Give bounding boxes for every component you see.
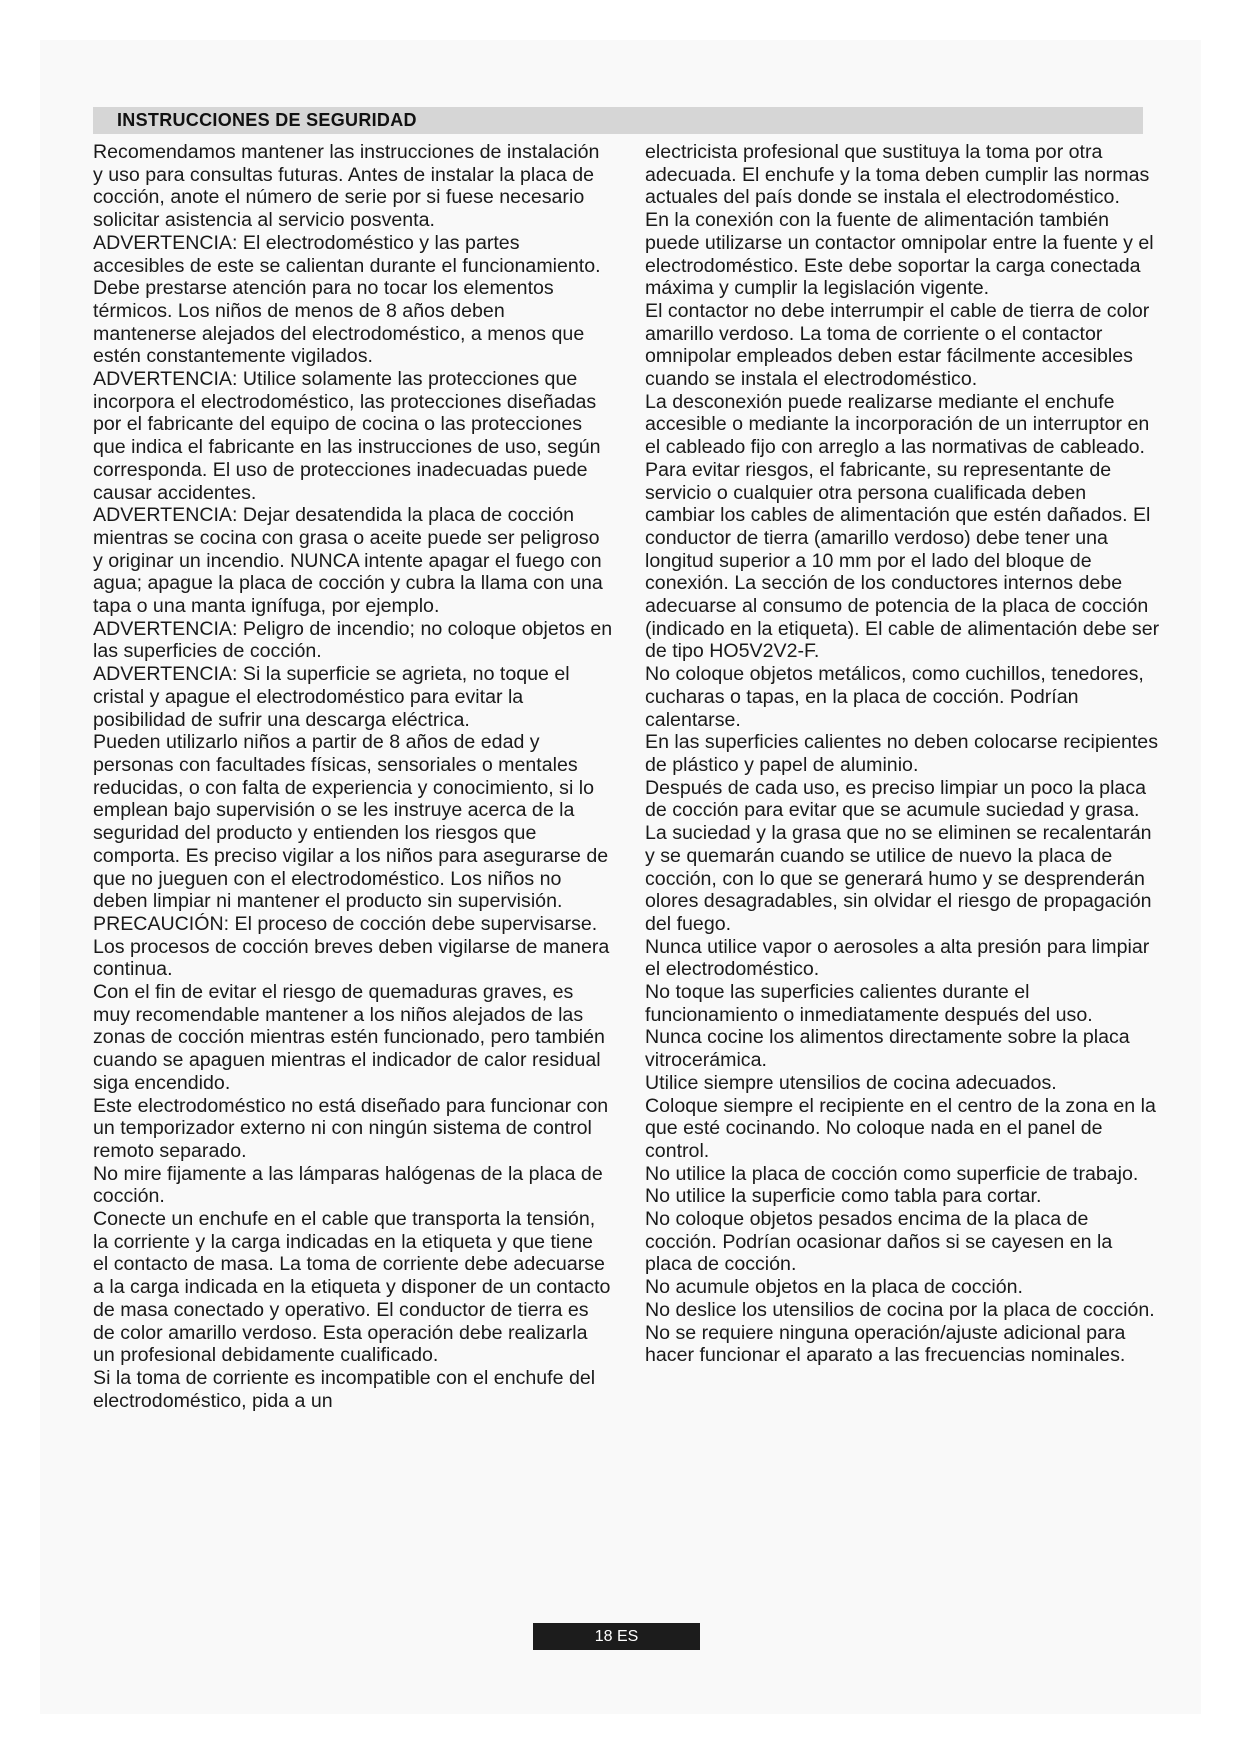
paragraph: No deslice los utensilios de cocina por la placa de cocción. (645, 1298, 1155, 1321)
paragraph: El contactor no debe interrumpir el cable de tierra de color amarillo verdoso. La toma de corriente o el contactor omnipolar empleados deben estar fácilmente accesibles cuando se instala el electrodoméstico. (645, 299, 1150, 391)
paragraph: Utilice siempre utensilios de cocina adecuados. (645, 1071, 1057, 1094)
right-column (645, 141, 1160, 1367)
paragraph: La desconexión puede realizarse mediante el enchufe accesible o mediante la incorporación de un interruptor en el cableado fijo con arreglo a las normativas de cableado. (645, 390, 1150, 459)
left-column (93, 141, 613, 1412)
paragraph: Con el fin de evitar el riesgo de quemaduras graves, es muy recomendable mantener a los niños alejados de las zonas de cocción mientras estén funcionado, pero también cuando se apaguen mientras el indicador de calor residual siga encendido. (93, 981, 605, 1094)
paragraph: En la conexión con la fuente de alimentación también puede utilizarse un contactor omnipolar entre la fuente y el electrodoméstico. Este debe soportar la carga conectada máxima y cumplir la legislación vigente. (645, 209, 1154, 300)
paragraph: Nunca cocine los alimentos directamente sobre la placa vitrocerámica. (645, 1026, 1130, 1072)
paragraph: ADVERTENCIA: El electrodoméstico y las partes accesibles de este se calientan durante el funcionamiento. Debe prestarse atención para no tocar los elementos térmicos. Los niños de menos de 8 años deben mantenerse alejados del electrodoméstico, a menos que estén constantemente vigilados. (93, 231, 601, 368)
paragraph: Recomendamos mantener las instrucciones de instalación y uso para consultas futuras. Antes de instalar la placa de cocción, anote el número de serie por si fuese necesario solicitar asistencia al servicio posventa. (93, 141, 600, 232)
paragraph: No se requiere ninguna operación/ajuste adicional para hacer funcionar el aparato a las frecuencias nominales. (645, 1321, 1126, 1367)
paragraph: No mire fijamente a las lámparas halógenas de la placa de cocción. (93, 1162, 603, 1208)
paragraph: No coloque objetos pesados encima de la placa de cocción. Podrían ocasionar daños si se cayesen en la placa de cocción. (645, 1208, 1113, 1276)
page-number: 18 ES (533, 1623, 700, 1650)
paragraph: Nunca utilice vapor o aerosoles a alta presión para limpiar el electrodoméstico. (645, 935, 1150, 981)
paragraph: En las superficies calientes no deben colocarse recipientes de plástico y papel de aluminio. (645, 731, 1158, 776)
paragraph: ADVERTENCIA: Si la superficie se agrieta, no toque el cristal y apague el electrodoméstico para evitar la posibilidad de sufrir una descarga eléctrica. (93, 663, 570, 731)
paragraph: Coloque siempre el recipiente en el centro de la zona en la que esté cocinando. No coloque nada en el panel de control. (645, 1094, 1156, 1162)
section-header (93, 107, 1143, 134)
paragraph: electricista profesional que sustituya la toma por otra adecuada. El enchufe y la toma deben cumplir las normas actuales del país donde se instala el electrodoméstico. (645, 141, 1150, 209)
paragraph: Este electrodoméstico no está diseñado para funcionar con un temporizador externo ni con ningún sistema de control remoto separado. (93, 1094, 609, 1162)
paragraph: No toque las superficies calientes durante el funcionamiento o inmediatamente después del uso. (645, 981, 1093, 1026)
paragraph: PRECAUCIÓN: El proceso de cocción debe supervisarse. Los procesos de cocción breves deben vigilarse de manera continua. (93, 912, 610, 981)
paragraph: Conecte un enchufe en el cable que transporta la tensión, la corriente y la carga indicadas en la etiqueta y que tiene el contacto de masa. La toma de corriente debe adecuarse a la carga indicada en la etiqueta y disponer de un contacto de masa conectado y operativo. El conductor de tierra es de color amarillo verdoso. Esta operación debe realizarla un profesional debidamente cualificado. (93, 1208, 611, 1367)
paragraph: Si la toma de corriente es incompatible con el enchufe del electrodoméstico, pida a un (93, 1366, 596, 1412)
paragraph: ADVERTENCIA: Dejar desatendida la placa de cocción mientras se cocina con grasa o aceite puede ser peligroso y originar un incendio. NUNCA intente apagar el fuego con agua; apague la placa de cocción y cubra la llama con una tapa o una manta ignífuga, por ejemplo. (93, 504, 603, 618)
paragraph: ADVERTENCIA: Peligro de incendio; no coloque objetos en las superficies de cocción. (93, 617, 613, 663)
paragraph: Pueden utilizarlo niños a partir de 8 años de edad y personas con facultades físicas, sensoriales o mentales reducidas, o con falta de experiencia y conocimiento, si lo emplean bajo supervisión o se les instruye acerca de la seguridad del producto y entienden los riesgos que comporta. Es preciso vigilar a los niños para asegurarse de que no jueguen con el electrodoméstico. Los niños no deben limpiar ni mantener el producto sin supervisión. (93, 731, 609, 913)
paragraph: No utilice la superficie como tabla para cortar. (645, 1185, 1042, 1208)
paragraph: Para evitar riesgos, el fabricante, su representante de servicio o cualquier otra persona cualificada deben cambiar los cables de alimentación que estén dañados. El conductor de tierra (amarillo verdoso) debe tener una longitud superior a 10 mm por el lado del bloque de conexión. La sección de los conductores internos debe adecuarse al consumo de potencia de la placa de cocción (indicado en la etiqueta). El cable de alimentación debe ser de tipo HO5V2V2-F. (645, 458, 1160, 663)
paragraph: ADVERTENCIA: Utilice solamente las protecciones que incorpora el electrodoméstico, las protecciones diseñadas por el fabricante del equipo de cocina o las protecciones que indica el fabricante en las instrucciones de uso, según corresponda. El uso de protecciones inadecuadas puede causar accidentes. (93, 368, 601, 504)
paragraph: No utilice la placa de cocción como superficie de trabajo. (645, 1162, 1139, 1185)
paragraph: No acumule objetos en la placa de cocción. (645, 1276, 1023, 1299)
paragraph: Después de cada uso, es preciso limpiar un poco la placa de cocción para evitar que se acumule suciedad y grasa. La suciedad y la grasa que no se eliminen se recalentarán y se quemarán cuando se utilice de nuevo la placa de cocción, con lo que se generará humo y se desprenderán olores desagradables, sin olvidar el riesgo de propagación del fuego. (645, 776, 1152, 935)
paragraph: No coloque objetos metálicos, como cuchillos, tenedores, cucharas o tapas, en la placa de cocción. Podrían calentarse. (645, 663, 1144, 731)
section-title: INSTRUCCIONES DE SEGURIDAD (117, 110, 417, 130)
